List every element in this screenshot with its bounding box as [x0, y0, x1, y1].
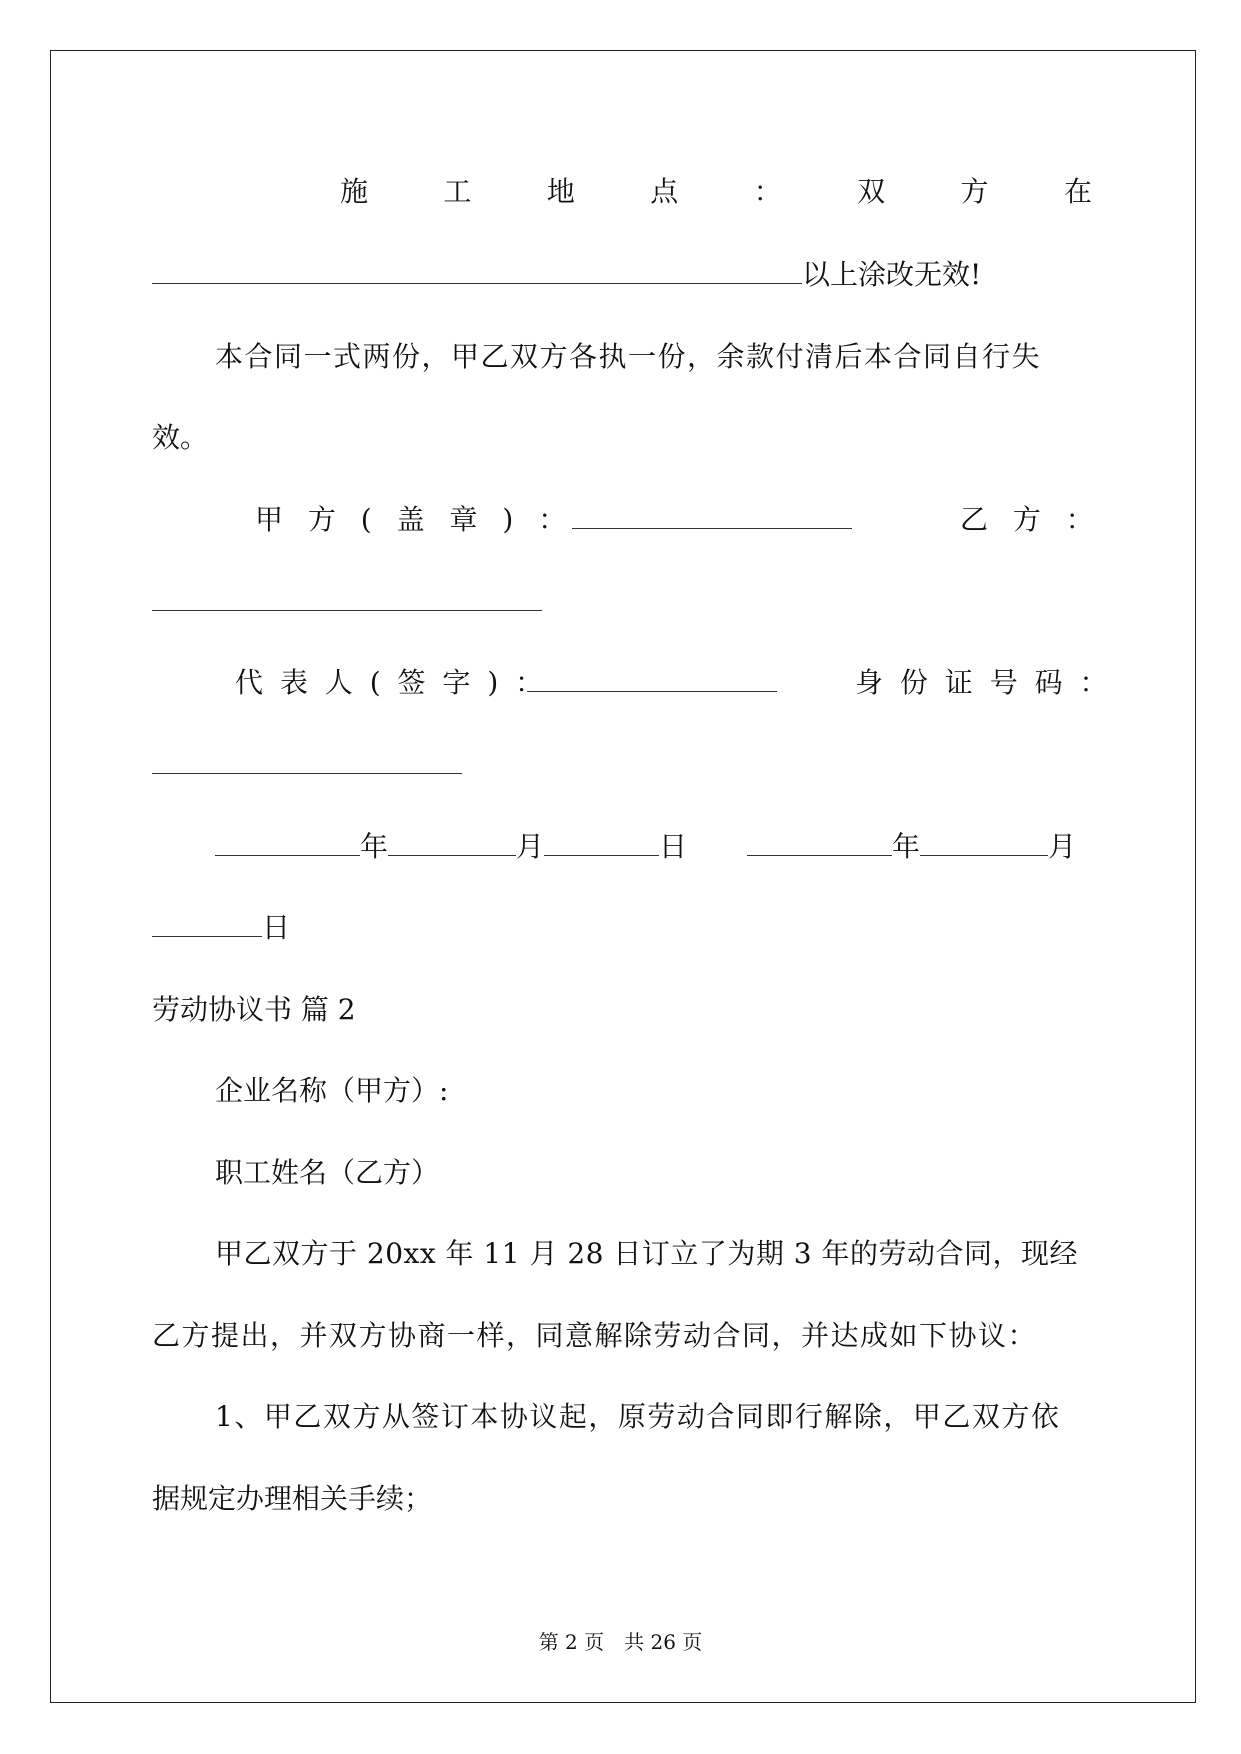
- copies-paragraph-line1: 本合同一式两份，甲乙双方各执一份，余款付清后本合同自行失: [215, 340, 1042, 373]
- date-line: [215, 827, 1076, 867]
- id-number-blank: [152, 745, 462, 785]
- void-notice: 以上涂改无效!: [802, 258, 982, 291]
- item1-line1: 1、甲乙双方从签订本协议起，原劳动合同即行解除，甲乙双方依: [215, 1400, 1061, 1433]
- site-char: 施: [340, 175, 369, 208]
- company-name-label: 企业名称（甲方）:: [215, 1074, 449, 1107]
- site-char: 双: [857, 175, 886, 208]
- representative-sign-blank: [527, 663, 777, 703]
- month-label: 月: [516, 830, 545, 863]
- blank-line: [152, 255, 802, 284]
- site-char: 在: [1063, 175, 1092, 208]
- site-location-line: [340, 172, 1092, 212]
- section-heading: 劳动协议书 篇 2: [152, 993, 356, 1026]
- page-border: [50, 50, 1196, 1703]
- page-number: 第 2 页 共 26 页: [538, 1630, 703, 1654]
- copies-paragraph-line2: 效。: [152, 421, 209, 454]
- id-number-label: 身 份 证 号 码 ：: [855, 666, 1112, 699]
- site-char: 点: [650, 175, 679, 208]
- day-label: 日: [262, 911, 291, 944]
- party-b-blank: [152, 582, 542, 622]
- void-notice-line: [152, 255, 981, 295]
- year-label: 年: [360, 830, 389, 863]
- month-label: 月: [1048, 830, 1077, 863]
- site-char: ：: [753, 175, 782, 208]
- site-char: 方: [960, 175, 989, 208]
- date-line-continued: [152, 908, 290, 948]
- agreement-paragraph-line2: 乙方提出，并双方协商一样，同意解除劳动合同，并达成如下协议：: [152, 1319, 1038, 1352]
- party-a-seal-label: 甲 方 ( 盖 章 ) ：: [255, 503, 575, 536]
- site-char: 地: [546, 175, 575, 208]
- day-label: 日: [659, 830, 688, 863]
- agreement-paragraph-line1: 甲乙双方于 20xx 年 11 月 28 日订立了为期 3 年的劳动合同，现经: [215, 1237, 1078, 1270]
- party-a-seal-blank: [572, 500, 852, 540]
- year-label: 年: [892, 830, 921, 863]
- representative-sign-label: 代 表 人 ( 签 字 ) ：: [235, 666, 548, 699]
- site-char: 工: [443, 175, 472, 208]
- item1-line2: 据规定办理相关手续；: [152, 1482, 433, 1515]
- employee-name-label: 职工姓名（乙方）: [215, 1156, 440, 1189]
- party-b-label: 乙 方 ：: [960, 503, 1102, 536]
